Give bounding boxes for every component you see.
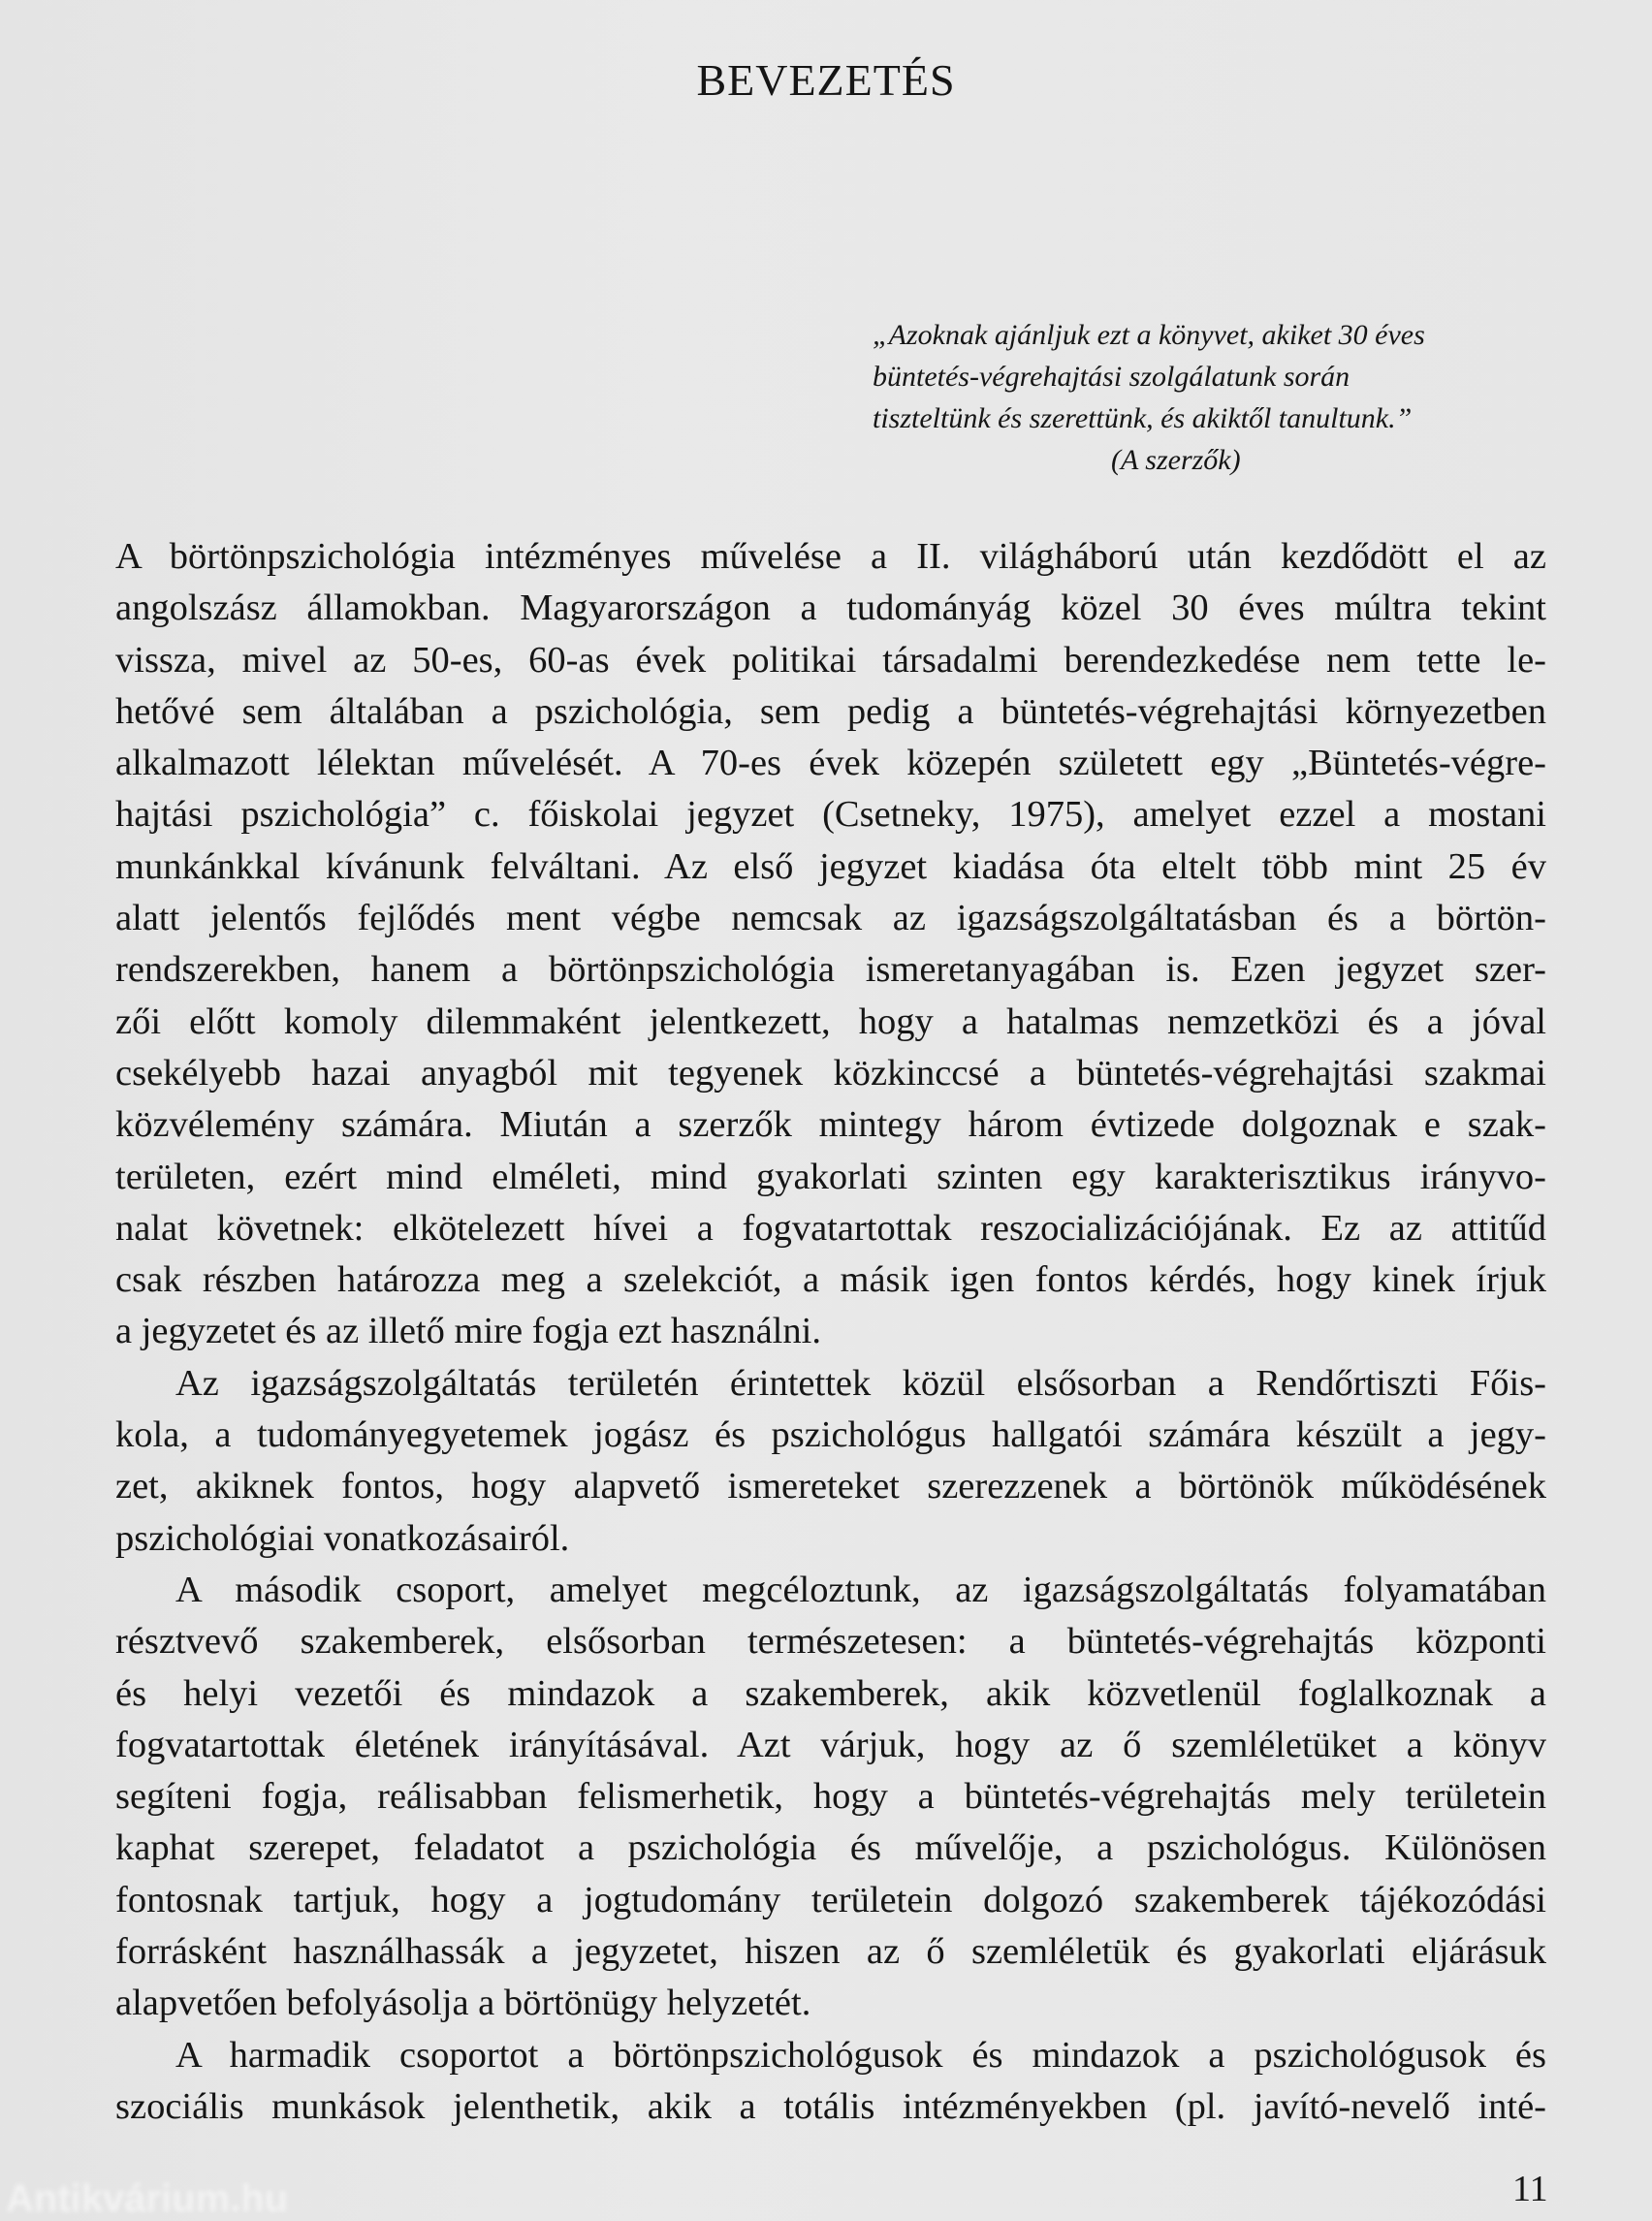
body-text (115, 531, 1546, 2133)
epigraph-line: büntetés-végrehajtási szolgálatunk során (873, 361, 1350, 393)
paragraph (115, 531, 1546, 1358)
epigraph (873, 314, 1571, 481)
text-line: fontosnak tartjuk, hogy a jogtudomány területein dolgozó szakemberek tájékozódási (115, 1879, 1546, 1920)
text-line: alapvetően befolyásolja a börtönügy helyzetét. (115, 1983, 811, 2024)
text-line: szociális munkások jelenthetik, akik a totális intézményekben (pl. javító-nevelő inté- (115, 2085, 1546, 2127)
text-line: zői előtt komoly dilemmaként jelentkezett, hogy a hatalmas nemzetközi és a jóval (115, 1000, 1546, 1042)
paragraph (115, 1565, 1546, 2030)
text-line: területen, ezért mind elméleti, mind gyakorlati szinten egy karakterisztikus irányvo- (115, 1156, 1546, 1197)
text-line: forrásként használhassák a jegyzetet, hiszen az ő szemléletük és gyakorlati eljárásuk (115, 1931, 1546, 1973)
text-line: kola, a tudományegyetemek jogász és pszichológus hallgatói számára készült a jegy- (115, 1414, 1546, 1456)
text-line: hajtási pszichológia” c. főiskolai jegyzet (Csetneky, 1975), amelyet ezzel a mostani (115, 794, 1546, 836)
text-line: csekélyebb hazai anyagból mit tegyenek közkinccsé a büntetés-végrehajtási szakmai (115, 1052, 1546, 1094)
text-line: nalat követnek: elkötelezett hívei a fogvatartottak reszocializációjának. Ez az attitűd (115, 1207, 1546, 1249)
text-line: pszichológiai vonatkozásairól. (115, 1517, 570, 1559)
text-line: résztvevő szakemberek, elsősorban természetesen: a büntetés-végrehajtás központi (115, 1621, 1546, 1663)
epigraph-line: „Azoknak ajánljuk ezt a könyvet, akiket 30 éves (873, 319, 1425, 351)
text-line: Az igazságszolgáltatás területén érintettek közül elsősorban a Rendőrtiszti Főis- (175, 1362, 1546, 1404)
paragraph (115, 1358, 1546, 1565)
text-line: rendszerekben, hanem a börtönpszichológia ismeretanyagában is. Ezen jegyzet szer- (115, 949, 1546, 991)
chapter-title: BEVEZETÉS (696, 55, 956, 105)
text-line: A második csoport, amelyet megcéloztunk, az igazságszolgáltatás folyamatában (175, 1569, 1546, 1610)
text-line: zet, akiknek fontos, hogy alapvető ismereteket szerezzenek a börtönök működésének (115, 1466, 1546, 1507)
text-line: A harmadik csoportot a börtönpszichológusok és mindazok a pszichológusok és (175, 2034, 1546, 2076)
text-line: segíteni fogja, reálisabban felismerhetik, hogy a büntetés-végrehajtás mely területein (115, 1776, 1546, 1818)
text-line: alkalmazott lélektan művelését. A 70-es évek közepén született egy „Büntetés-végre- (115, 743, 1546, 784)
text-line: csak részben határozza meg a szelekciót, a másik igen fontos kérdés, hogy kinek írjuk (115, 1259, 1546, 1301)
paragraph (115, 2030, 1546, 2134)
text-line: angolszász államokban. Magyarországon a tudományág közel 30 éves múltra tekint (115, 587, 1546, 629)
text-line: munkánkkal kívánunk felváltani. Az első jegyzet kiadása óta eltelt több mint 25 év (115, 845, 1546, 887)
text-line: vissza, mivel az 50-es, 60-as évek politikai társadalmi berendezkedése nem tette le- (115, 639, 1546, 681)
text-line: A börtönpszichológia intézményes művelése a II. világháború után kezdődött el az (115, 536, 1546, 577)
watermark-logo: Antikvárium.hu (6, 2177, 289, 2220)
page-number: 11 (1512, 2169, 1548, 2209)
text-line: alatt jelentős fejlődés ment végbe nemcsak az igazságszolgáltatásban és a börtön- (115, 898, 1546, 939)
text-line: és helyi vezetői és mindazok a szakemberek, akik közvetlenül foglalkoznak a (115, 1672, 1546, 1714)
text-line: közvélemény számára. Miután a szerzők mintegy három évtizede dolgoznak e szak- (115, 1104, 1546, 1146)
epigraph-author: (A szerzők) (1111, 444, 1241, 476)
text-line: a jegyzetet és az illető mire fogja ezt használni. (115, 1311, 821, 1352)
epigraph-line: tiszteltünk és szerettünk, és akiktől tanultunk.” (873, 402, 1413, 434)
text-line: kaphat szerepet, feladatot a pszichológia és művelője, a pszichológus. Különösen (115, 1827, 1546, 1869)
text-line: hetővé sem általában a pszichológia, sem pedig a büntetés-végrehajtási környezetben (115, 690, 1546, 732)
text-line: fogvatartottak életének irányításával. Azt várjuk, hogy az ő szemléletüket a könyv (115, 1724, 1546, 1765)
